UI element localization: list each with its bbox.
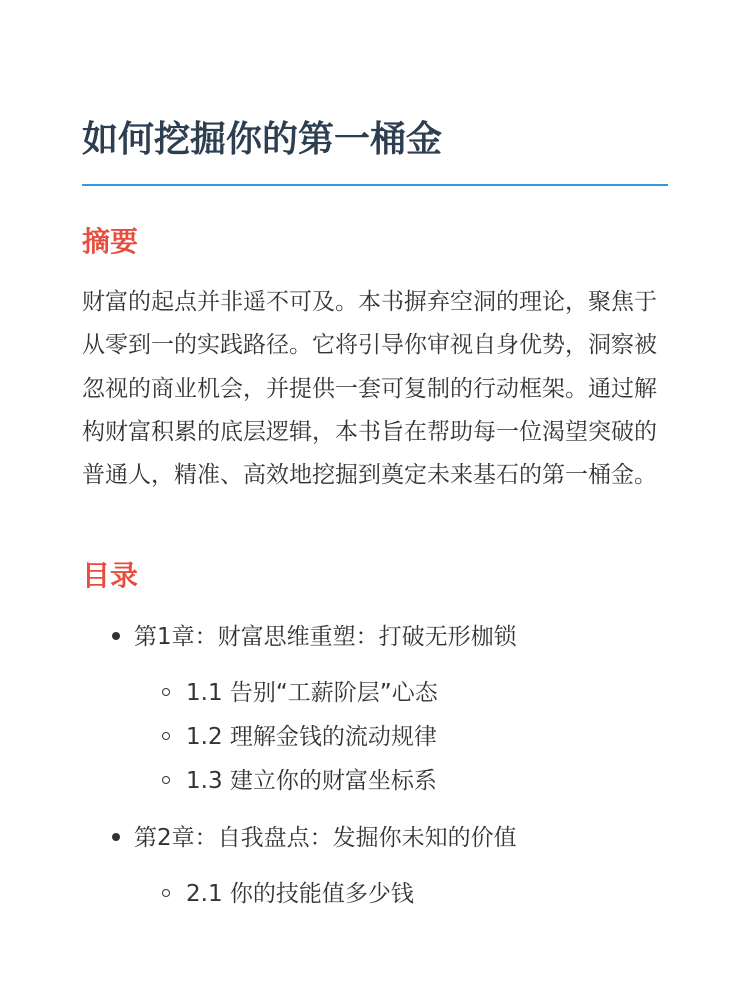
toc-section-label: 2.1 你的技能值多少钱	[186, 881, 414, 907]
circle-bullet-icon	[162, 732, 170, 740]
toc-chapter-label: 第2章：自我盘点：发掘你未知的价值	[134, 825, 517, 851]
title-divider	[82, 184, 668, 186]
toc-heading: 目录	[82, 559, 139, 592]
toc-section-1-3	[162, 764, 437, 798]
toc-section-label: 1.2 理解金钱的流动规律	[186, 724, 437, 750]
summary-paragraph: 财富的起点并非遥不可及。本书摒弃空洞的理论，聚焦于从零到一的实践路径。它将引导你审视自身优势，洞察被忽视的商业机会，并提供一套可复制的行动框架。通过解构财富积累的底层逻辑，本书旨在帮助每一位渴望突破的普通人，精准、高效地挖掘到奠定未来基石的第一桶金。	[82, 289, 657, 489]
toc-section-label: 1.1 告别“工薪阶层”心态	[186, 680, 438, 706]
toc-section-label: 1.3 建立你的财富坐标系	[186, 768, 437, 794]
circle-bullet-icon	[162, 889, 170, 897]
circle-bullet-icon	[162, 688, 170, 696]
bullet-icon	[112, 632, 120, 640]
toc-section-1-1	[162, 676, 438, 710]
bullet-icon	[112, 833, 120, 841]
page-title: 如何挖掘你的第一桶金	[82, 119, 443, 160]
toc-chapter-2	[112, 821, 517, 855]
toc-chapter-label: 第1章：财富思维重塑：打破无形枷锁	[134, 624, 517, 650]
toc-section-2-1	[162, 877, 414, 911]
toc-section-1-2	[162, 720, 437, 754]
circle-bullet-icon	[162, 776, 170, 784]
toc-chapter-1	[112, 620, 517, 654]
summary-heading: 摘要	[82, 225, 139, 258]
